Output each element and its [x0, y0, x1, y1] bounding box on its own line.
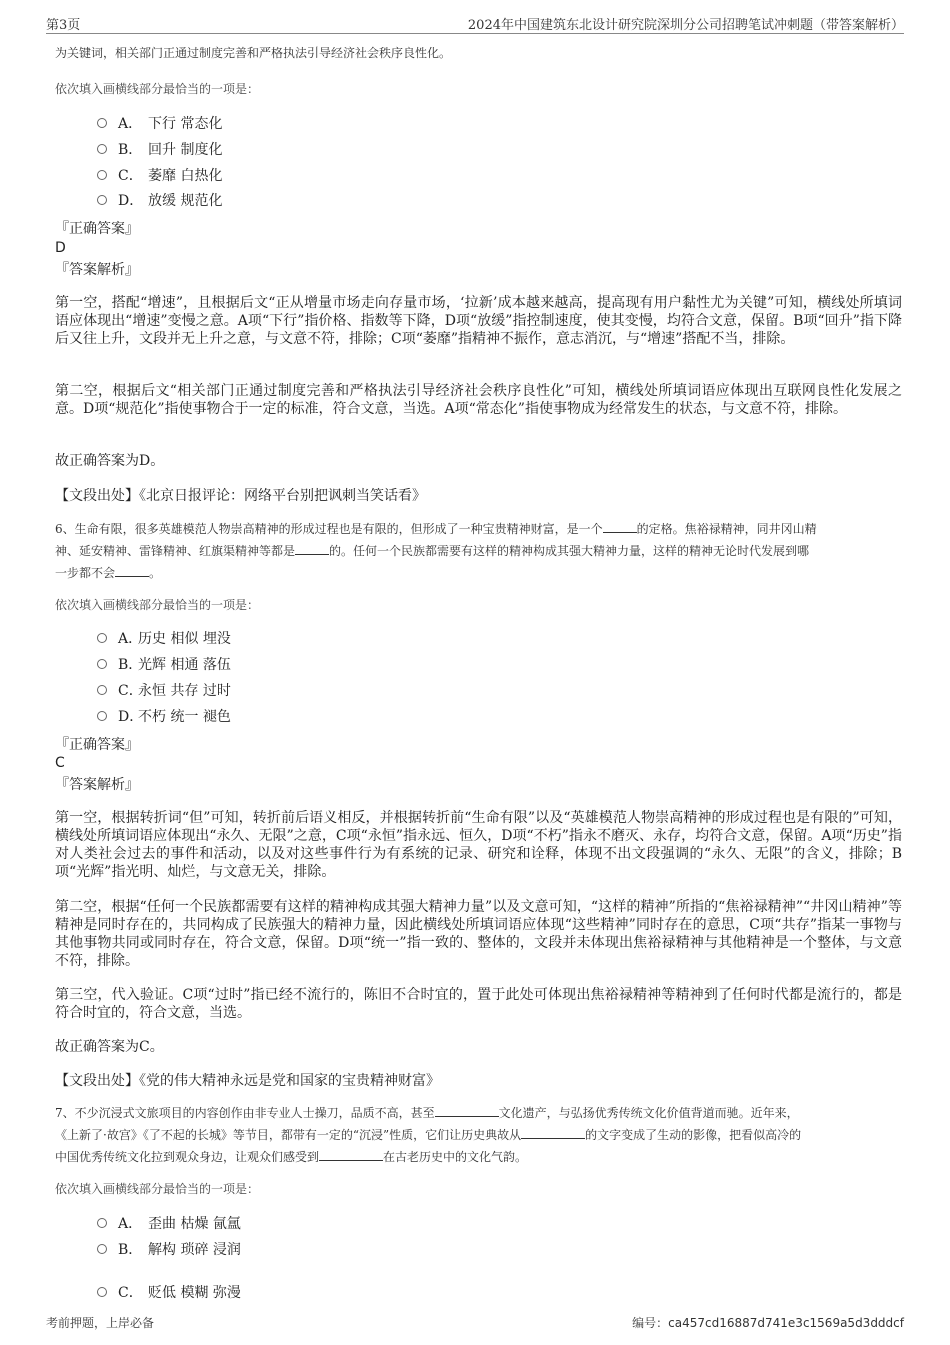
blank: [521, 1126, 585, 1139]
q6-analysis-label: 『答案解析』: [55, 777, 139, 793]
blank: [115, 564, 149, 577]
radio-icon[interactable]: [97, 711, 107, 721]
header-divider: [46, 33, 904, 34]
q6-source: 【文段出处】《党的伟大精神永远是党和国家的宝贵精神财富》: [55, 1073, 440, 1089]
q6-question: [55, 518, 902, 584]
q6-analysis-3: 第三空，代入验证。C项“过时”指已经不流行的，陈旧不合时宜的，置于此处可体现出焦裕禄精神等精神到了任何时代都是流行的，都是符合时宜的，符合文意，当选。: [55, 987, 902, 1021]
q6-option-b[interactable]: B．光辉 相通 落伍: [97, 655, 231, 675]
blank: [603, 520, 637, 533]
blank: [435, 1104, 499, 1117]
q5-source: 【文段出处】《北京日报评论：网络平台别把讽刺当笑话看》: [55, 488, 426, 504]
q5-prompt: 依次填入画横线部分最恰当的一项是：: [55, 82, 260, 96]
radio-icon[interactable]: [97, 685, 107, 695]
page-number: 第3页: [46, 18, 81, 33]
q5-answer: D: [55, 240, 66, 256]
radio-icon[interactable]: [97, 118, 107, 128]
q5-option-c[interactable]: C． 萎靡 白热化: [97, 166, 222, 186]
q6-line-2: 神、延安精神、雷锋精神、红旗渠精神等都是 的。任何一个民族都需要有这样的精神构成其强大精神力量，这样的精神无论时代发展到哪: [55, 544, 810, 558]
q5-option-b[interactable]: B． 回升 制度化: [97, 140, 222, 160]
q5-option-a[interactable]: A． 下行 常态化: [97, 114, 222, 134]
q5-option-d[interactable]: D． 放缓 规范化: [97, 191, 222, 211]
blank: [295, 542, 329, 555]
q7-option-a[interactable]: A． 歪曲 枯燥 氤氲: [97, 1214, 241, 1234]
q6-option-a[interactable]: A．历史 相似 埋没: [97, 629, 231, 649]
q6-analysis-2: 第二空，根据“任何一个民族都需要有这样的精神构成其强大精神力量”以及文意可知，“这样的精神”所指的“焦裕禄精神”“井冈山精神”等精神是同时存在的，共同构成了民族强大的精神力量，因此横线处所填词语应体现“这些精神”同时存在的意思，C项“共存”指某一事物与其他事物共同或同时存在，符合文意，保留。D项“统一”指一致的、整体的，文段并未体现出焦裕禄精神与其他精神是一个整体，与文意不符，排除。: [55, 899, 902, 969]
radio-icon[interactable]: [97, 1287, 107, 1297]
q7-option-c[interactable]: C． 贬低 模糊 弥漫: [97, 1283, 241, 1303]
radio-icon[interactable]: [97, 659, 107, 669]
q7-prompt: 依次填入画横线部分最恰当的一项是：: [55, 1182, 260, 1196]
q7-line-3: 中国优秀传统文化拉到观众身边，让观众们感受到 在古老历史中的文化气韵。: [55, 1150, 528, 1164]
q5-analysis-label: 『答案解析』: [55, 262, 139, 278]
footer-slogan: 考前押题，上岸必备: [46, 1316, 155, 1330]
q5-analysis-1: 第一空，搭配“增速”，且根据后文“正从增量市场走向存量市场，‘拉新’成本越来越高，提高现有用户黏性尤为关键”可知，横线处所填词语应体现出“增速”变慢之意。A项“下行”指价格、指数等下降，D项“放缓”指控制速度，使其变慢，均符合文意，保留。B项“回升”指下降后又往上升，文段并无上升之意，与文意不符，排除；C项“萎靡”指精神不振作，意志消沉，与“增速”搭配不当，排除。: [55, 295, 902, 347]
q6-option-c[interactable]: C．永恒 共存 过时: [97, 681, 231, 701]
radio-icon[interactable]: [97, 1218, 107, 1228]
radio-icon[interactable]: [97, 170, 107, 180]
document-id: 编号：ca457cd16887d741e3c1569a5d3dddcf: [632, 1316, 904, 1330]
q6-option-d[interactable]: D．不朽 统一 褪色: [97, 707, 231, 727]
q6-analysis-1: 第一空，根据转折词“但”可知，转折前后语义相反，并根据转折前“生命有限”以及“英雄模范人物崇高精神的形成过程也是有限的”可知，横线处所填词语应体现出“永久、无限”之意，C项“永恒”指永远、恒久，D项“不朽”指永不磨灭、永存，均符合文意，保留。A项“历史”指对人类社会过去的事件和活动，以及对这些事件行为有系统的记录、研究和诠释，体现不出文段强调的“永久、无限”的含义，排除；B项“光辉”指光明、灿烂，与文意无关，排除。: [55, 810, 902, 880]
q6-line-3: 一步都不会 。: [55, 566, 162, 580]
q7-question: [55, 1102, 902, 1168]
q5-answer-label: 『正确答案』: [55, 221, 139, 237]
q5-text-tail: 为关键词，相关部门正通过制度完善和严格执法引导经济社会秩序良性化。: [55, 46, 452, 60]
q6-analysis-conclusion: 故正确答案为C。: [55, 1039, 164, 1055]
page-header: [46, 14, 904, 32]
radio-icon[interactable]: [97, 633, 107, 643]
q6-answer: C: [55, 755, 65, 771]
radio-icon[interactable]: [97, 144, 107, 154]
q5-analysis-2: 第二空，根据后文“相关部门正通过制度完善和严格执法引导经济社会秩序良性化”可知，横线处所填词语应体现出互联网良性化发展之意。D项“规范化”指使事物合于一定的标准，符合文意，当选。A项“常态化”指使事物成为经常发生的状态，与文意不符，排除。: [55, 383, 902, 417]
q5-analysis-conclusion: 故正确答案为D。: [55, 453, 165, 469]
q7-line-2: 《上新了·故宫》《了不起的长城》等节目，都带有一定的“沉浸”性质，它们让历史典故从 的文字变成了生动的影像，把看似高冷的: [55, 1128, 802, 1142]
radio-icon[interactable]: [97, 1244, 107, 1254]
document-title: 2024年中国建筑东北设计研究院深圳分公司招聘笔试冲刺题（带答案解析）: [467, 18, 904, 33]
q7-line-1: 7、不少沉浸式文旅项目的内容创作由非专业人士操刀，品质不高，甚至 文化遗产，与弘扬优秀传统文化价值背道而驰。近年来，: [55, 1106, 799, 1120]
q6-answer-label: 『正确答案』: [55, 737, 139, 753]
radio-icon[interactable]: [97, 195, 107, 205]
q6-prompt: 依次填入画横线部分最恰当的一项是：: [55, 598, 260, 612]
page-footer: [46, 1314, 904, 1332]
q7-option-b[interactable]: B． 解构 琐碎 浸润: [97, 1240, 241, 1260]
q6-line-1: 6、生命有限，很多英雄模范人物崇高精神的形成过程也是有限的，但形成了一种宝贵精神财富，是一个 的定格。焦裕禄精神，同井冈山精: [55, 522, 817, 536]
blank: [319, 1148, 383, 1161]
